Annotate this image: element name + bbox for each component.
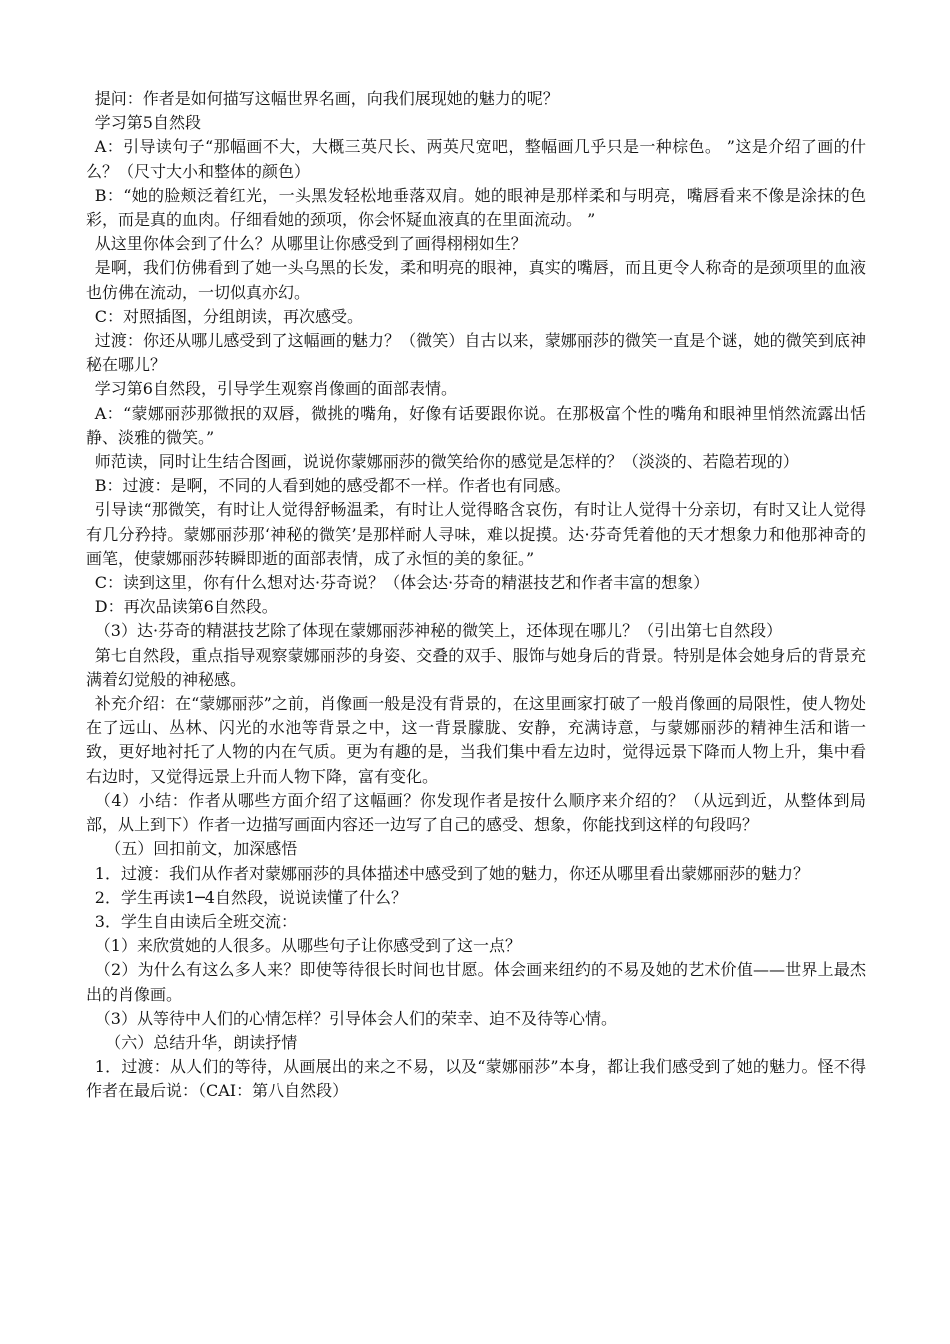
paragraph-6-guided-reading: 引导读“那微笑，有时让人觉得舒畅温柔，有时让人觉得略含哀伤，有时让人觉得十分亲切，有时又让人觉得有几分矜持。蒙娜丽莎那‘神秘的微笑’是那样耐人寻味，难以捉摸。达·芬奇凭着他的天才想象力和他那神奇的画笔，使蒙娜丽莎转瞬即逝的面部表情，成了永恒的美的象征。” — [86, 500, 866, 568]
document-body — [86, 87, 866, 1104]
paragraph-5c: C：对照插图，分组朗读，再次感受。 — [94, 306, 364, 326]
paragraph-5-reflect: 从这里你体会到了什么？从哪里让你感受到了画得栩栩如生？ — [94, 234, 527, 254]
heading-part-5: （五）回扣前文，加深感悟 — [105, 839, 298, 859]
paragraph-part5-sub-1: （1）来欣赏她的人很多。从哪些句子让你感受到了这一点？ — [94, 936, 521, 956]
paragraph-transition-smile: 过渡：你还从哪儿感受到了这幅画的魅力？（微笑）自古以来，蒙娜丽莎的微笑一直是个谜，她的微笑到底神秘在哪儿？ — [86, 331, 866, 375]
paragraph-part5-item-3: 3．学生自由读后全班交流： — [94, 911, 297, 931]
paragraph-6d: D：再次品读第6自然段。 — [94, 597, 278, 617]
paragraph-6b: B：过渡：是啊，不同的人看到她的感受都不一样。作者也有同感。 — [94, 476, 571, 496]
paragraph-6a: A：“蒙娜丽莎那微抿的双唇，微挑的嘴角，好像有话要跟你说。在那极富个性的嘴角和眼神里悄然流露出恬静、淡雅的微笑。” — [86, 403, 866, 447]
paragraph-section-5: 学习第5自然段 — [94, 113, 201, 133]
paragraph-supplement: 补充介绍：在“蒙娜丽莎”之前，肖像画一般是没有背景的，在这里画家打破了一般肖像画的局限性，使人物处在了远山、丛林、闪光的水池等背景之中，这一背景朦胧、安静，充满诗意，与蒙娜丽莎的精神生活和谐一致，更好地衬托了人物的内在气质。更为有趣的是，当我们集中看左边时，觉得远景下降而人物上升，集中看右边时，又觉得远景上升而人物下降，富有变化。 — [86, 694, 866, 786]
paragraph-6c: C：读到这里，你有什么想对达·芬奇说？（体会达·芬奇的精湛技艺和作者丰富的想象） — [94, 573, 710, 593]
paragraph-part6-item-1: 1．过渡：从人们的等待，从画展出的来之不易，以及“蒙娜丽莎”本身，都让我们感受到了她的魅力。怪不得作者在最后说：（CAI：第八自然段） — [86, 1057, 866, 1101]
paragraph-5a: A：引导读句子“那幅画不大，大概三英尺长、两英尺宽吧，整幅画几乎只是一种棕色。 ”这是介绍了画的什么？（尺寸大小和整体的颜色） — [86, 137, 866, 181]
paragraph-part5-item-1: 1．过渡：我们从作者对蒙娜丽莎的具体描述中感受到了她的魅力，你还从哪里看出蒙娜丽莎的魅力？ — [94, 863, 809, 883]
paragraph-question: 提问：作者是如何描写这幅世界名画，向我们展现她的魅力的呢？ — [94, 89, 559, 108]
paragraph-point-4-summary: （4）小结：作者从哪些方面介绍了这幅画？你发现作者是按什么顺序来介绍的？（从远到近，从整体到局部，从上到下）作者一边描写画面内容还一边写了自己的感受、想象，你能找到这样的句段吗？ — [86, 790, 866, 835]
paragraph-part5-sub-2: （2）为什么有这么多人来？即使等待很长时间也甘愿。体会画来纽约的不易及她的艺术价值——世界上最杰出的肖像画。 — [86, 960, 866, 1004]
paragraph-part5-item-2: 2．学生再读1─4自然段，说说读懂了什么？ — [94, 887, 407, 907]
paragraph-5-summary: 是啊，我们仿佛看到了她一头乌黑的长发，柔和明亮的眼神，真实的嘴唇，而且更令人称奇的是颈项里的血液也仿佛在流动，一切似真亦幻。 — [86, 258, 866, 302]
paragraph-section-6: 学习第6自然段，引导学生观察肖像画的面部表情。 — [94, 379, 457, 399]
paragraph-point-3: （3）达·芬奇的精湛技艺除了体现在蒙娜丽莎神秘的微笑上，还体现在哪儿？（引出第七自然段） — [94, 621, 783, 641]
paragraph-6-model-reading: 师范读，同时让生结合图画，说说你蒙娜丽莎的微笑给你的感觉是怎样的？（淡淡的、若隐若现的） — [94, 452, 799, 472]
paragraph-section-7: 第七自然段，重点指导观察蒙娜丽莎的身姿、交叠的双手、服饰与她身后的背景。特别是体会她身后的背景充满着幻觉般的神秘感。 — [86, 645, 866, 689]
paragraph-5b: B：“她的脸颊泛着红光，一头黑发轻松地垂落双肩。她的眼神是那样柔和与明亮，嘴唇看来不像是涂抹的色彩，而是真的血肉。仔细看她的颈项，你会怀疑血液真的在里面流动。 ” — [86, 185, 866, 230]
paragraph-part5-sub-3: （3）从等待中人们的心情怎样？引导体会人们的荣幸、迫不及待等心情。 — [94, 1008, 617, 1028]
heading-part-6: （六）总结升华，朗读抒情 — [105, 1032, 298, 1052]
